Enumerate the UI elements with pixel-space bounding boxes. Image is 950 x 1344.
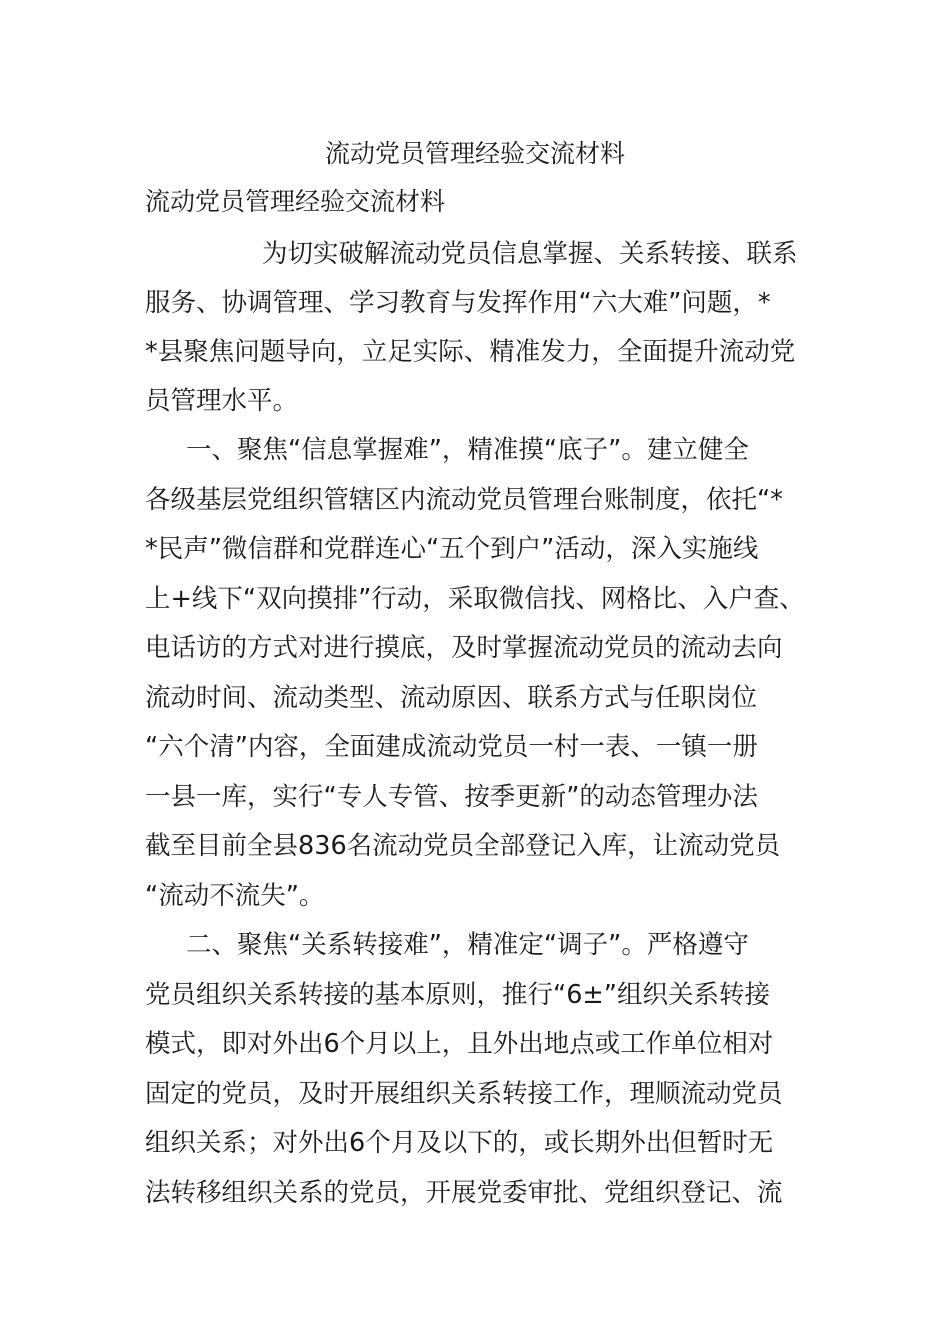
paragraph-line: 电话访的方式对进行摸底，及时掌握流动党员的流动去向 bbox=[145, 633, 783, 663]
paragraph-line: *民声”微信群和党群连心“五个到户”活动，深入实施线 bbox=[145, 534, 759, 564]
document-title: 流动党员管理经验交流材料 bbox=[324, 139, 625, 168]
paragraph-line: “流动不流失”。 bbox=[145, 881, 325, 911]
paragraph-line: 固定的党员，及时开展组织关系转接工作，理顺流动党员 bbox=[145, 1079, 783, 1109]
paragraph-line: 流动时间、流动类型、流动原因、联系方式与任职岗位 bbox=[145, 683, 758, 713]
paragraph-line: 一、聚焦“信息掌握难”，精准摸“底子”。建立健全 bbox=[186, 435, 749, 465]
paragraph-line: *县聚焦问题导向，立足实际、精准发力，全面提升流动党 bbox=[145, 337, 796, 367]
paragraph-line: 各级基层党组织管辖区内流动党员管理台账制度，依托“* bbox=[145, 485, 783, 515]
paragraph-line: 党员组织关系转接的基本原则，推行“6±”组织关系转接 bbox=[145, 980, 771, 1010]
paragraph-line: 为切实破解流动党员信息掌握、关系转接、联系 bbox=[262, 239, 798, 269]
paragraph-line: 一县一库，实行“专人专管、按季更新”的动态管理办法 bbox=[145, 782, 758, 812]
paragraph-line: 二、聚焦“关系转接难”，精准定“调子”。严格遵守 bbox=[186, 930, 749, 960]
paragraph-line: 法转移组织关系的党员，开展党委审批、党组织登记、流 bbox=[145, 1178, 783, 1208]
paragraph-line: “六个清”内容，全面建成流动党员一村一表、一镇一册 bbox=[145, 732, 758, 762]
paragraph-line: 上+线下“双向摸排”行动，采取微信找、网格比、入户查、 bbox=[145, 584, 805, 614]
paragraph-line: 模式，即对外出6个月以上，且外出地点或工作单位相对 bbox=[145, 1029, 774, 1059]
paragraph-line: 服务、协调管理、学习教育与发挥作用“六大难”问题，* bbox=[145, 288, 771, 318]
document-subtitle: 流动党员管理经验交流材料 bbox=[145, 187, 446, 216]
paragraph-line: 组织关系；对外出6个月及以下的，或长期外出但暂时无 bbox=[145, 1128, 774, 1158]
paragraph-line: 员管理水平。 bbox=[145, 386, 299, 416]
paragraph-line: 截至目前全县836名流动党员全部登记入库，让流动党员 bbox=[145, 831, 781, 861]
